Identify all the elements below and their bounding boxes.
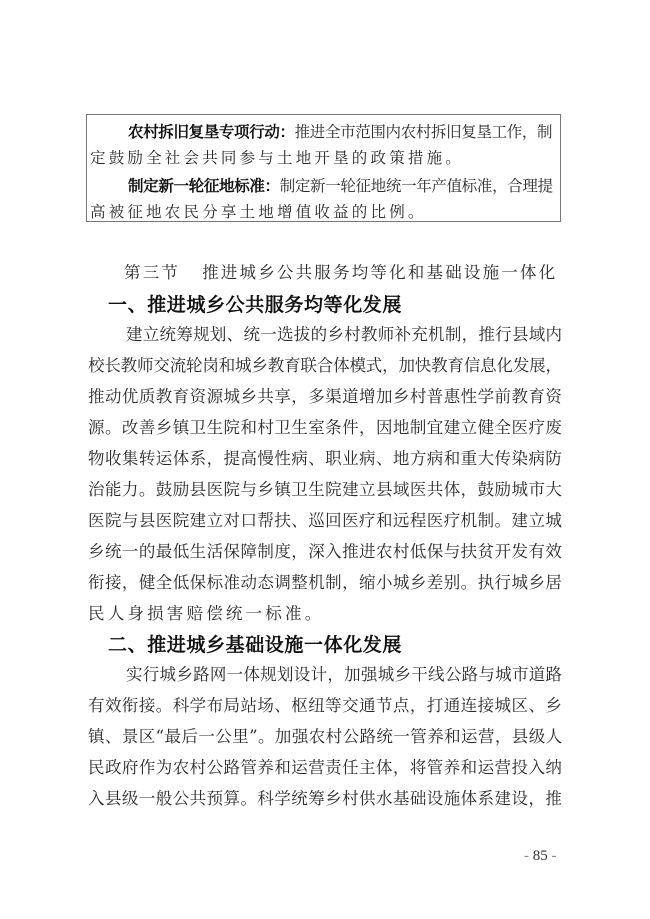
callout-item-1-line-2: 定鼓励全社会共同参与土地开垦的政策措施。 [90,149,465,167]
para1-line: 推动优质教育资源城乡共享，多渠道增加乡村普惠性学前教育资 [88,387,563,406]
para2-line: 镇、景区“最后一公里”。加强农村公路统一管养和运营，县级人 [88,727,563,746]
section-number: 第三节 [124,263,181,282]
callout-item-1-text: 推进全市范围内农村拆旧复垦工作，制 [294,123,553,141]
para1-line: 医院与县医院建立对口帮扶、巡回医疗和远程医疗机制。建立城 [88,511,563,530]
callout-item-1-label: 农村拆旧复垦专项行动： [128,123,295,141]
callout-item-2-line-1 [128,174,558,198]
page-number [524,848,557,865]
page-number-value: 85 [532,848,548,864]
callout-item-2-label: 制定新一轮征地标准： [128,177,280,195]
para1-line: 物收集转运体系，提高慢性病、职业病、地方病和重大传染病防 [88,449,563,468]
heading-2: 二、推进城乡基础设施一体化发展 [108,634,403,656]
page-number-dash-right: - [551,848,557,864]
para2-line: 有效衔接。科学布局站场、枢纽等交通节点，打通连接城区、乡 [88,696,563,715]
para1-line: 民人身损害赔偿统一标准。 [88,604,325,623]
para1-line: 建立统筹规划、统一选拔的乡村教师补充机制，推行县域内 [126,325,563,344]
heading-1: 一、推进城乡公共服务均等化发展 [108,294,403,316]
section-title [124,261,558,285]
para1-line: 衔接，健全低保标准动态调整机制，缩小城乡差别。执行城乡居 [88,573,563,592]
callout-item-2-line-2: 高被征地农民分享土地增值收益的比例。 [90,203,427,221]
para1-line: 治能力。鼓励县医院与乡镇卫生院建立县域医共体，鼓励城市大 [88,480,563,499]
callout-item-1-line-1 [128,120,558,144]
page-number-dash-left: - [524,848,529,864]
para1-line: 源。改善乡镇卫生院和村卫生室条件，因地制宜建立健全医疗废 [88,418,563,437]
para1-line: 乡统一的最低生活保障制度，深入推进农村低保与扶贫开发有效 [88,542,563,561]
para2-line: 民政府作为农村公路管养和运营责任主体，将管养和运营投入纳 [88,758,563,777]
para1-line: 校长教师交流轮岗和城乡教育联合体模式，加快教育信息化发展， [88,356,562,375]
section-name: 推进城乡公共服务均等化和基础设施一体化 [202,263,558,282]
para2-line: 实行城乡路网一体规划设计，加强城乡干线公路与城市道路 [126,665,563,684]
para2-line: 入县级一般公共预算。科学统筹乡村供水基础设施体系建设，推 [88,789,563,808]
callout-item-2-text: 制定新一轮征地统一年产值标准，合理提 [279,177,553,195]
